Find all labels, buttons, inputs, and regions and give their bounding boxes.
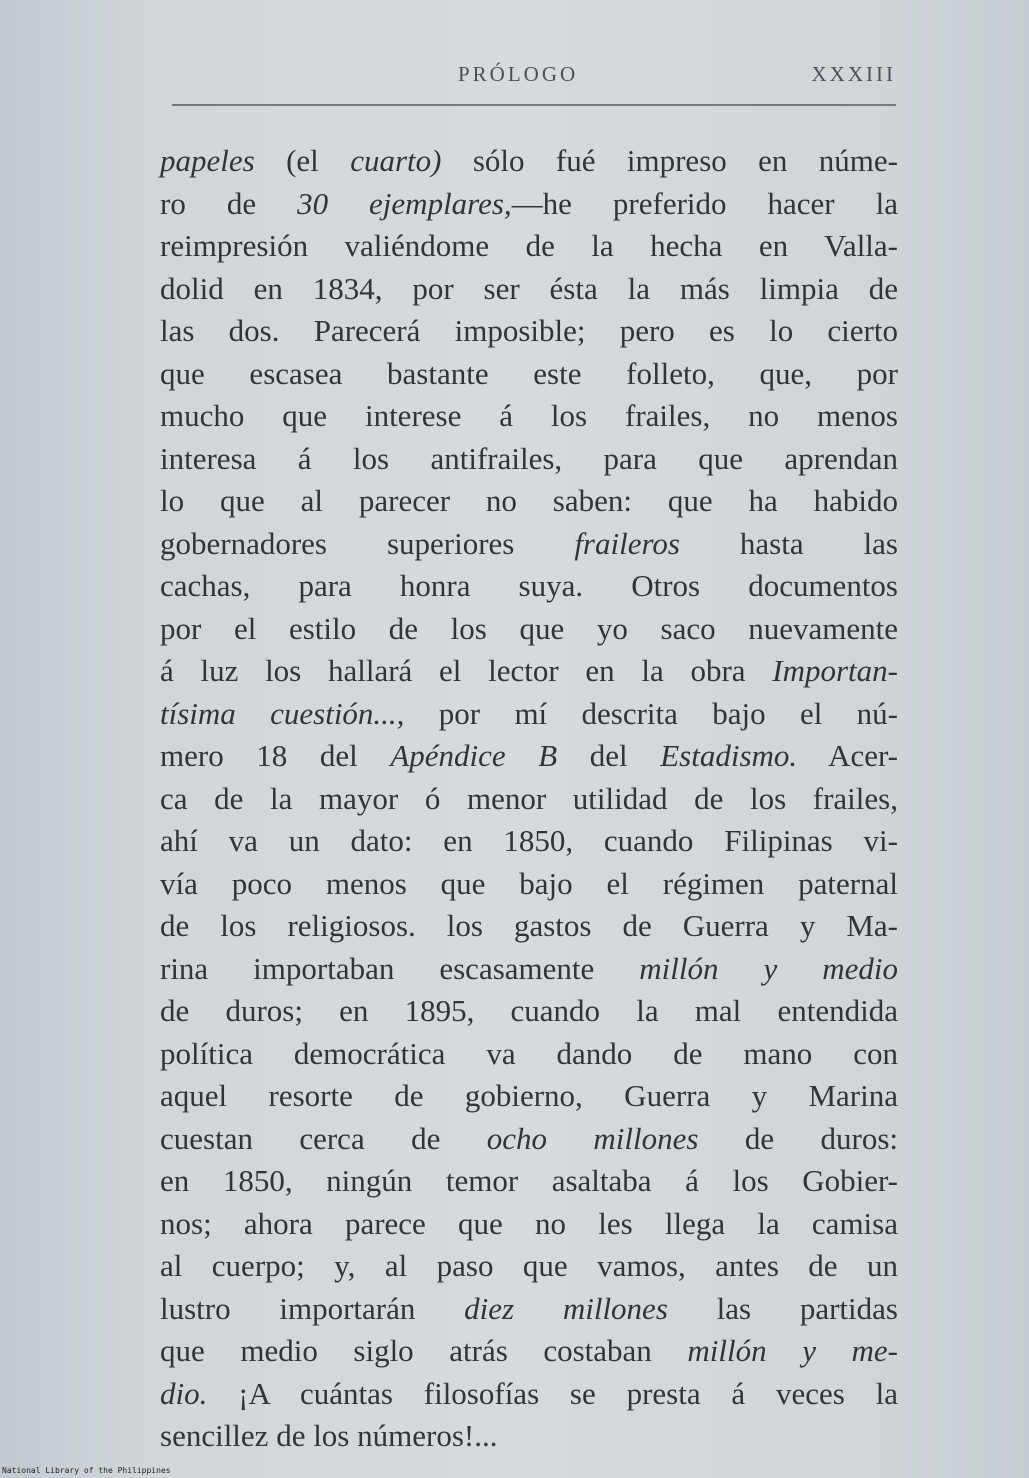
text-line bbox=[160, 1245, 898, 1288]
text-line bbox=[160, 395, 898, 438]
italic-text: Estadismo. bbox=[660, 738, 798, 773]
line-text: —he preferido hacer la bbox=[511, 185, 898, 221]
line-text: ¡A cuántas filosofías se presta á veces la bbox=[207, 1375, 898, 1411]
italic-text: diez millones bbox=[464, 1290, 668, 1326]
body-text bbox=[160, 140, 898, 1458]
text-line bbox=[160, 1075, 898, 1118]
italic-text: Importan- bbox=[772, 653, 898, 688]
line-text: por el estilo de los que yo saco nuevamente bbox=[160, 610, 898, 646]
line-text: de duros: bbox=[698, 1120, 898, 1156]
line-text: las dos. Parecerá imposible; pero es lo cierto bbox=[160, 313, 898, 348]
text-line bbox=[160, 268, 898, 311]
line-text: gobernadores superiores bbox=[160, 525, 575, 561]
line-text: por mí descrita bajo el nú- bbox=[404, 695, 898, 731]
page-number: XXXIII bbox=[811, 62, 896, 86]
italic-text: papeles bbox=[160, 143, 255, 178]
italic-text: millón y me- bbox=[687, 1333, 898, 1368]
text-line bbox=[160, 735, 898, 778]
text-line bbox=[160, 353, 898, 396]
line-text: las partidas bbox=[667, 1290, 898, 1326]
line-text: Acer- bbox=[797, 738, 898, 773]
line-text: mero 18 del bbox=[160, 738, 391, 773]
line-text: que escasea bastante este folleto, que, por bbox=[160, 355, 898, 391]
text-line bbox=[160, 523, 898, 566]
text-line bbox=[160, 565, 898, 608]
italic-text: ocho millones bbox=[486, 1120, 699, 1156]
italic-text: dio. bbox=[160, 1375, 208, 1411]
line-text: en 1850, ningún temor asaltaba á los Gobier- bbox=[160, 1163, 898, 1198]
running-title: PRÓLOGO bbox=[458, 62, 579, 86]
italic-text: cuarto) bbox=[350, 143, 442, 178]
text-line bbox=[160, 310, 898, 353]
line-text: (el bbox=[254, 143, 351, 178]
header-rule bbox=[172, 104, 896, 106]
line-text: reimpresión valiéndome de la hecha en Valla- bbox=[160, 228, 898, 263]
line-text: interesa á los antifrailes, para que aprendan bbox=[160, 440, 898, 476]
text-line bbox=[160, 1118, 898, 1161]
italic-text: Apéndice B bbox=[390, 738, 558, 773]
line-text: dolid en 1834, por ser ésta la más limpia de bbox=[160, 270, 898, 306]
line-text: cachas, para honra suya. Otros documentos bbox=[160, 568, 898, 603]
text-line bbox=[160, 1330, 898, 1373]
text-line bbox=[160, 905, 898, 948]
text-line bbox=[160, 1373, 898, 1416]
line-text: cuestan cerca de bbox=[160, 1120, 487, 1156]
line-text: política democrática va dando de mano con bbox=[160, 1035, 898, 1071]
text-line bbox=[160, 820, 898, 863]
text-line bbox=[160, 1288, 898, 1331]
line-text: nos; ahora parece que no les llega la camisa bbox=[160, 1205, 898, 1241]
line-text: ahí va un dato: en 1850, cuando Filipinas vi- bbox=[160, 823, 898, 858]
italic-text: tísima cuestión..., bbox=[160, 695, 405, 731]
text-line bbox=[160, 183, 898, 226]
line-text: lustro importarán bbox=[160, 1290, 465, 1326]
line-text: sólo fué impreso en núme- bbox=[441, 143, 898, 178]
line-text: mucho que interese á los frailes, no menos bbox=[160, 398, 898, 433]
line-text: de duros; en 1895, cuando la mal entendida bbox=[160, 993, 898, 1028]
line-text: sencillez de los números!... bbox=[160, 1418, 498, 1453]
text-line bbox=[160, 778, 898, 821]
line-text: rina importaban escasamente bbox=[160, 950, 640, 986]
line-text: á luz los hallará el lector en la obra bbox=[160, 653, 773, 688]
text-line bbox=[160, 1203, 898, 1246]
line-text: aquel resorte de gobierno, Guerra y Marina bbox=[160, 1078, 898, 1113]
line-text: del bbox=[557, 738, 661, 773]
text-line bbox=[160, 948, 898, 991]
text-line bbox=[160, 693, 898, 736]
italic-text: millón y medio bbox=[639, 950, 898, 986]
text-line bbox=[160, 1160, 898, 1203]
italic-text: 30 ejemplares, bbox=[297, 185, 512, 221]
line-text: hasta las bbox=[679, 525, 898, 561]
line-text: lo que al parecer no saben: que ha habido bbox=[160, 483, 898, 518]
footer-credit: National Library of the Philippines bbox=[2, 1466, 171, 1475]
line-text: ro de bbox=[160, 185, 298, 221]
line-text: vía poco menos que bajo el régimen paternal bbox=[160, 865, 898, 901]
text-line bbox=[160, 650, 898, 693]
line-text: al cuerpo; y, al paso que vamos, antes de un bbox=[160, 1248, 898, 1283]
text-line bbox=[160, 1415, 898, 1458]
running-head bbox=[160, 62, 896, 92]
text-line bbox=[160, 438, 898, 481]
italic-text: fraileros bbox=[574, 525, 680, 561]
line-text: de los religiosos. los gastos de Guerra y Ma- bbox=[160, 908, 898, 943]
text-line bbox=[160, 225, 898, 268]
text-line bbox=[160, 863, 898, 906]
text-line bbox=[160, 608, 898, 651]
line-text: que medio siglo atrás costaban bbox=[160, 1333, 688, 1368]
text-line bbox=[160, 140, 898, 183]
text-line bbox=[160, 1033, 898, 1076]
text-line bbox=[160, 480, 898, 523]
line-text: ca de la mayor ó menor utilidad de los frailes, bbox=[160, 780, 898, 816]
text-line bbox=[160, 990, 898, 1033]
